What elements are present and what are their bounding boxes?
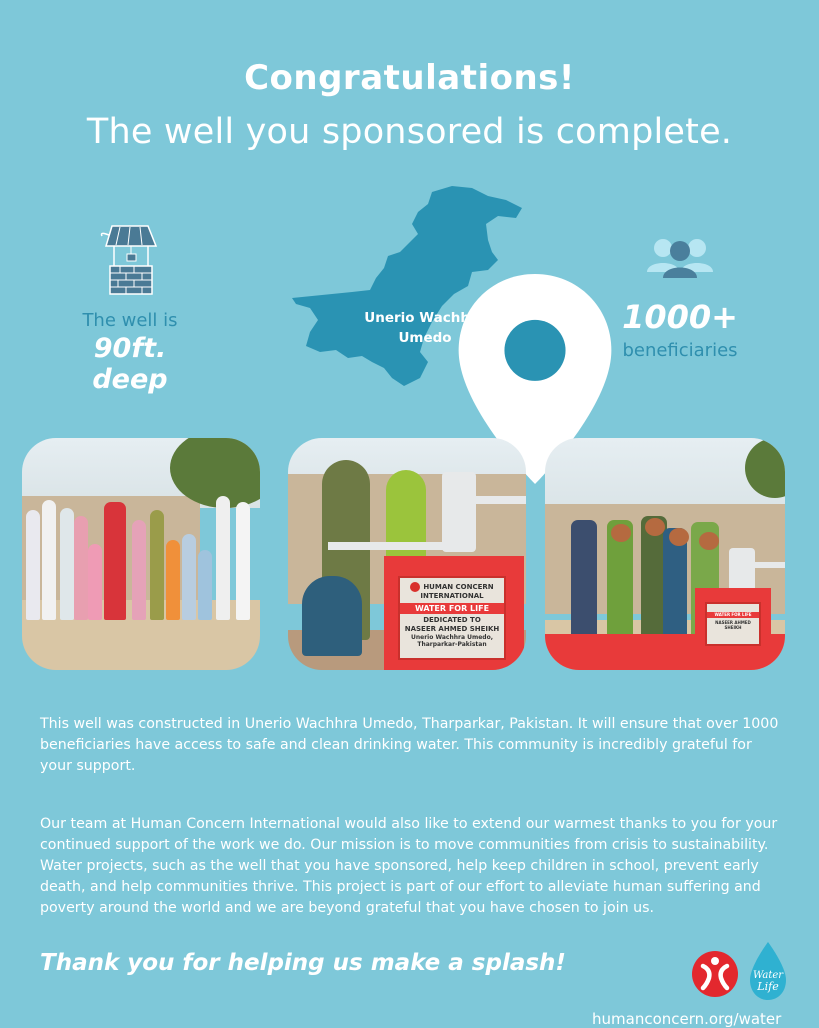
body-paragraph-1: This well was constructed in Unerio Wachhra Umedo, Tharparkar, Pakistan. It will ensure that over 1000 beneficiaries have access to safe and clean drinking water. This community is incredibly grateful for your support. bbox=[40, 716, 779, 774]
website-link[interactable]: humanconcern.org/water bbox=[592, 1010, 782, 1028]
human-concern-international-logo bbox=[691, 950, 739, 998]
beneficiaries-label: beneficiaries bbox=[622, 340, 738, 361]
well-depth-label: The well is bbox=[82, 310, 178, 331]
body-paragraph-2: Our team at Human Concern International would also like to extend our warmest thanks to you for your continued support of the work we do. Our mission is to move communities from crisis to sustainability. Water projects, such as the well that you have sponsored, help keep children in school, prevent early death, and help communities thrive. This project is part of our effort to alleviate human suffering and poverty around the world and we are beyond grateful that you have chosen to join us. bbox=[40, 816, 778, 916]
location-label bbox=[350, 308, 500, 348]
svg-text:Water: Water bbox=[752, 970, 784, 981]
page-subtitle: The well you sponsored is complete. bbox=[86, 112, 733, 152]
water-for-life-logo bbox=[746, 940, 790, 1002]
location-label-line1: Unerio Wachhra bbox=[364, 310, 486, 326]
women-carrying-water-pots-photo bbox=[545, 438, 785, 670]
hci-plaque-logo-icon bbox=[410, 582, 420, 592]
page-title: Congratulations! bbox=[244, 58, 575, 98]
stat-beneficiaries bbox=[600, 236, 760, 361]
groundbreaking-ceremony-photo bbox=[22, 438, 260, 670]
people-icon bbox=[645, 236, 715, 280]
dedication-plaque: HUMAN CONCERN INTERNATIONAL WATER FOR LIFE DEDICATED TO NASEER AHMED SHEIKH Unerio Wachhra Umedo, Tharparkar-Pakistan bbox=[398, 576, 506, 660]
well-icon bbox=[98, 222, 162, 296]
pakistan-map bbox=[292, 182, 526, 392]
location-label-line2: Umedo bbox=[398, 330, 452, 346]
thank-you-message: Thank you for helping us make a splash! bbox=[40, 950, 566, 976]
well-depth-value: 90ft. deep bbox=[92, 333, 168, 395]
dedication-plaque-small: WATER FOR LIFE NASEER AHMED SHEIKH bbox=[705, 602, 761, 646]
svg-text:Life: Life bbox=[757, 980, 779, 993]
stat-well-depth bbox=[55, 222, 205, 395]
women-at-well-pump-photo bbox=[288, 438, 526, 670]
beneficiaries-value: 1000+ bbox=[622, 298, 738, 336]
